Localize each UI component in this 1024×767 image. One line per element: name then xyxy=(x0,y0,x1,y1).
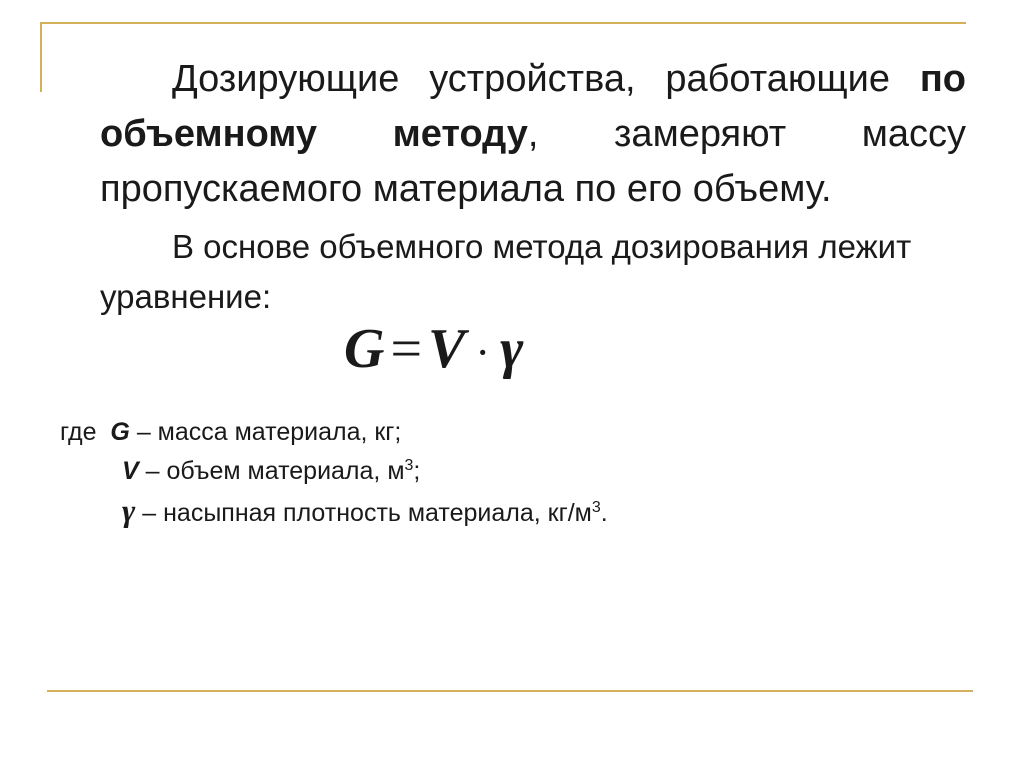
definition-gamma-symbol: γ xyxy=(122,492,136,528)
intro-paragraph xyxy=(100,52,966,217)
equation-intro-text: В основе объемного метода дозирования лежит уравнение: xyxy=(100,228,912,315)
definition-g-text: – масса материала, кг; xyxy=(136,418,402,446)
intro-text-start: Дозирующие устройства, работающие xyxy=(172,58,890,100)
definition-gamma-text: – насыпная плотность материала, кг/м xyxy=(142,499,592,527)
definition-v-sup: 3 xyxy=(404,457,414,474)
frame-left-line xyxy=(40,22,42,92)
where-label: где xyxy=(60,418,97,446)
definition-v-symbol: V xyxy=(122,457,139,485)
formula-g: G xyxy=(344,318,385,380)
definition-gamma xyxy=(122,492,608,528)
formula-dot: · xyxy=(475,328,491,377)
formula-v: V xyxy=(428,318,466,380)
formula xyxy=(344,314,523,388)
definition-g-symbol: G xyxy=(110,418,130,446)
equation-intro-paragraph xyxy=(100,222,966,322)
definition-gamma-end: . xyxy=(600,499,608,527)
formula-equals: = xyxy=(390,318,423,380)
frame-bottom-line xyxy=(47,690,973,692)
definition-gamma-sup: 3 xyxy=(591,499,601,516)
frame-top-line xyxy=(40,22,966,24)
intro-bold-term: по объемному методу xyxy=(100,58,966,155)
intro-text-end: , замеряют массу пропускаемого материала по его объему. xyxy=(100,113,967,210)
definition-v xyxy=(122,456,420,486)
formula-gamma: γ xyxy=(500,318,524,380)
definition-v-text: – объем материала, м xyxy=(145,457,405,485)
definition-g xyxy=(60,417,401,447)
definition-v-end: ; xyxy=(413,457,421,485)
